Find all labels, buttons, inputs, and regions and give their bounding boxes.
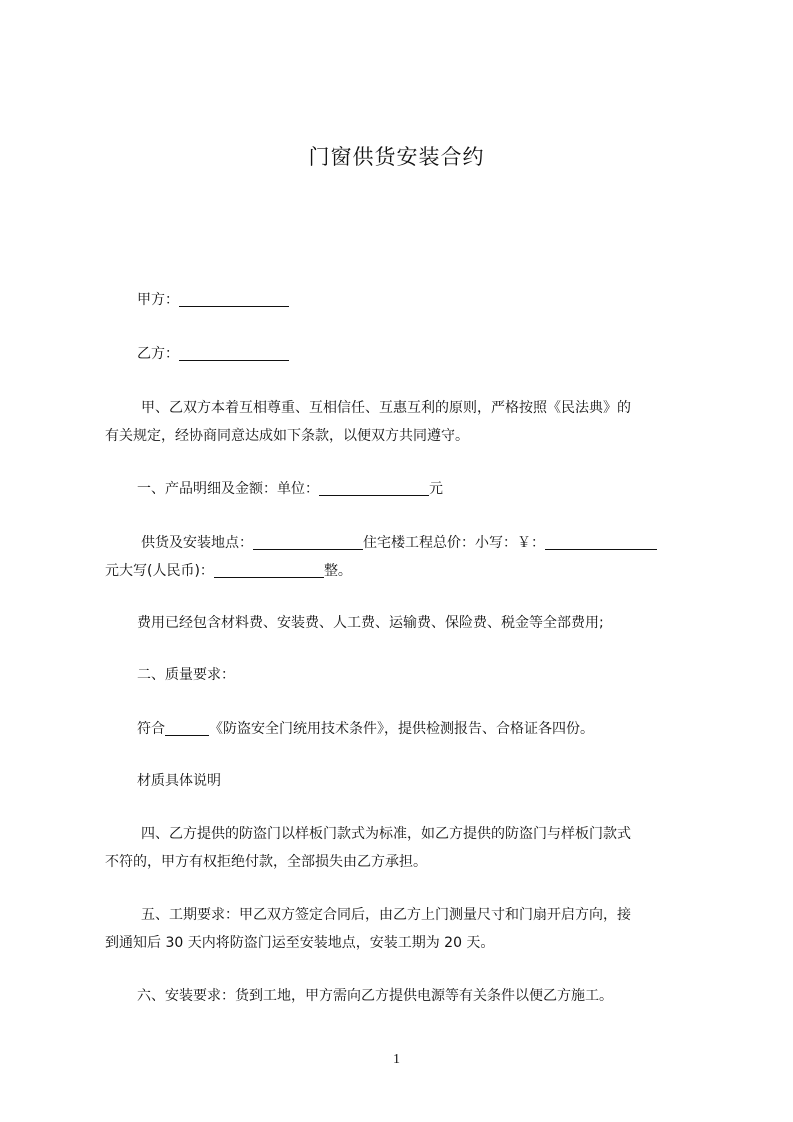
delivery-line xyxy=(141,528,657,558)
intro-line-2: 有关规定，经协商同意达成如下条款，以便双方共同遵守。 xyxy=(105,428,469,444)
section-4-line-2: 不符的，甲方有权拒绝付款，全部损失由乙方承担。 xyxy=(105,854,427,870)
section-5-line-1: 五、工期要求：甲乙双方签定合同后，由乙方上门测量尺寸和门扇开启方向，接 xyxy=(141,907,631,923)
amount-blank xyxy=(214,561,324,578)
section-1-line xyxy=(137,474,443,504)
amount-suffix: 整。 xyxy=(323,563,352,579)
page-number: 1 xyxy=(393,1052,400,1067)
party-b-label: 乙方： xyxy=(137,346,179,362)
section-1-prefix: 一、产品明细及金额：单位： xyxy=(137,481,319,497)
amount-line xyxy=(105,556,352,586)
party-a-label: 甲方： xyxy=(137,292,179,308)
quality-line xyxy=(137,714,594,744)
page-title: 门窗供货安装合约 xyxy=(308,145,485,169)
quality-suffix: 《防盗安全门统用技术条件》，提供检测报告、合格证各四份。 xyxy=(209,721,594,737)
delivery-mid: 住宅楼工程总价：小写：￥： xyxy=(363,535,545,551)
party-b-line xyxy=(137,339,289,369)
section-6-line: 六、安装要求：货到工地，甲方需向乙方提供电源等有关条件以便乙方施工。 xyxy=(137,988,613,1004)
intro-line-1: 甲、乙双方本着互相尊重、互相信任、互惠互利的原则，严格按照《民法典》的 xyxy=(141,400,631,416)
location-blank xyxy=(253,533,363,550)
amount-prefix: 元大写(人民币)： xyxy=(105,563,214,579)
section-2-heading: 二、质量要求： xyxy=(137,667,235,683)
party-a-line xyxy=(137,285,289,315)
quality-prefix: 符合 xyxy=(137,721,165,737)
unit-blank xyxy=(319,479,429,496)
section-4-line-1: 四、乙方提供的防盗门以样板门款式为标准，如乙方提供的防盗门与样板门款式 xyxy=(141,826,631,842)
delivery-prefix: 供货及安装地点： xyxy=(141,535,253,551)
quality-blank xyxy=(165,719,209,736)
section-5-line-2: 到通知后 30 天内将防盗门运至安装地点，安装工期为 20 天。 xyxy=(105,935,495,951)
fees-line: 费用已经包含材料费、安装费、人工费、运输费、保险费、税金等全部费用; xyxy=(137,615,604,631)
material-line: 材质具体说明 xyxy=(137,773,221,789)
price-blank xyxy=(545,533,657,550)
section-1-suffix: 元 xyxy=(429,481,443,497)
party-a-blank xyxy=(179,290,289,307)
party-b-blank xyxy=(179,344,289,361)
